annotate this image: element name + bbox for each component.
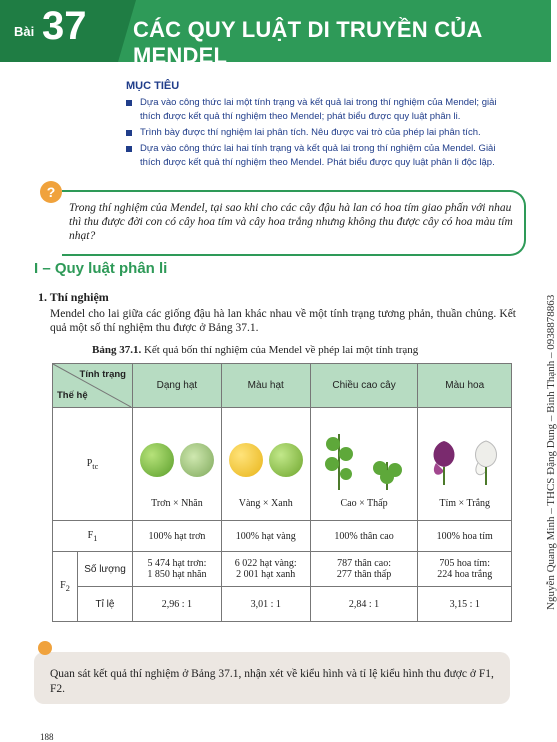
side-text: Nguyễn Quang Minh – THCS Đặng Dung – Bình Thạnh – 0938878863 [545, 294, 557, 610]
count-cell [310, 552, 418, 587]
count-b: 224 hoa trắng [437, 569, 493, 580]
f1-label: F [87, 529, 94, 541]
lesson-label: Bài [14, 24, 35, 39]
question-text: Trong thí nghiệm của Mendel, tại sao khi cho các cây đậu hà lan có hoa tím giao phấn với nhau thì thu được đời con có cây hoa tím và cây hoa trắng nhưng không thu được cây có hoa màu tím nhạt? [69, 202, 513, 242]
count-cell [133, 552, 222, 587]
corner-top-label: Tính trạng [79, 369, 126, 380]
purple-flower-image [426, 435, 462, 485]
table-caption [92, 344, 418, 356]
count-cell [221, 552, 310, 587]
observation-text: Quan sát kết quả thí nghiệm ở Bảng 37.1, nhận xét về kiểu hình và tỉ lệ kiểu hình thu được ở F1, F2. [50, 668, 494, 695]
column-header: Màu hoa [418, 364, 512, 408]
table-corner [53, 364, 133, 408]
section-title: I – Quy luật phân li [34, 260, 168, 277]
count-a: 5 474 hạt trơn: [147, 558, 207, 569]
ratio-cell: 2,84 : 1 [310, 587, 418, 622]
lesson-header [0, 0, 551, 68]
tall-plant-image [319, 430, 359, 490]
corner-bottom-label: Thế hệ [57, 390, 88, 401]
count-b: 1 850 hạt nhăn [147, 569, 207, 580]
wrinkled-pea-image [180, 443, 214, 477]
goal-item: Trình bày được thí nghiệm lai phân tích. Nêu được vai trò của phép lai phân tích. [126, 126, 516, 140]
lesson-title: CÁC QUY LUẬT DI TRUYỀN CỦA MENDEL [133, 17, 482, 68]
ptc-cell [221, 408, 310, 521]
ptc-cell [310, 408, 418, 521]
lesson-number: 37 [42, 4, 87, 48]
f2-label: F [60, 580, 66, 591]
f1-cell: 100% hạt vàng [221, 521, 310, 552]
intro-paragraph: Mendel cho lai giữa các giống đậu hà lan khác nhau về một tính trạng tương phản, thuần chủng. Kết quả một số thí nghiệm thu được ở Bảng 37.1. [50, 308, 516, 334]
column-header: Màu hạt [221, 364, 310, 408]
short-plant-image [365, 430, 409, 490]
green-pea-image [269, 443, 303, 477]
ratio-label: Tỉ lệ [78, 587, 133, 622]
f1-sub: 1 [93, 533, 98, 543]
count-cell [418, 552, 512, 587]
f1-cell: 100% hoa tím [418, 521, 512, 552]
ptc-cross: Cao × Thấp [340, 497, 388, 509]
column-header: Chiều cao cây [310, 364, 418, 408]
f2-label-cell [53, 552, 78, 622]
ptc-cell [133, 408, 222, 521]
count-a: 6 022 hạt vàng: [234, 558, 297, 569]
ratio-cell: 3,01 : 1 [221, 587, 310, 622]
count-a: 787 thân cao: [337, 558, 391, 569]
f2-sub: 2 [65, 584, 70, 593]
white-flower-image [468, 435, 504, 485]
count-label: Số lượng [78, 552, 133, 587]
ratio-cell: 3,15 : 1 [418, 587, 512, 622]
goals-block [126, 80, 516, 172]
hand-icon [38, 641, 52, 655]
subsection-title: 1. Thí nghiệm [38, 290, 109, 304]
caption-text: Kết quả bốn thí nghiệm của Mendel về phép lai một tính trạng [141, 344, 419, 356]
count-b: 277 thân thấp [336, 569, 392, 580]
yellow-pea-image [229, 443, 263, 477]
count-a: 705 hoa tím: [439, 558, 490, 569]
goals-heading: MỤC TIÊU [126, 80, 180, 92]
smooth-pea-image [140, 443, 174, 477]
f1-cell: 100% hạt trơn [133, 521, 222, 552]
column-header: Dạng hạt [133, 364, 222, 408]
f1-cell: 100% thân cao [310, 521, 418, 552]
goal-item: Dựa vào công thức lai hai tính trạng và kết quả lai trong thí nghiệm của Mendel. Giải thích được kết quả thí nghiệm theo Mendel. Phát biểu được quy luật phân li độc lập. [126, 142, 516, 170]
ptc-cross: Trơn × Nhăn [151, 497, 203, 509]
ratio-cell: 2,96 : 1 [133, 587, 222, 622]
results-table [52, 363, 512, 622]
ptc-cross: Tím × Trắng [439, 497, 491, 509]
ptc-label-cell [53, 408, 133, 521]
ptc-cell [418, 408, 512, 521]
side-watermark [531, 150, 557, 610]
count-b: 2 001 hạt xanh [236, 569, 296, 580]
ptc-label: P [86, 457, 93, 469]
goal-item: Dựa vào công thức lai một tính trạng và kết quả lai trong thí nghiệm của Mendel; giải thích được kết quả thí nghiệm theo Mendel; phát biểu được quy luật phân li. [126, 96, 516, 124]
page-number: 188 [40, 732, 54, 742]
ptc-sub: tc [92, 461, 99, 471]
ptc-cross: Vàng × Xanh [238, 497, 293, 509]
f1-label-cell [53, 521, 133, 552]
caption-label: Bảng 37.1. [92, 344, 142, 356]
question-icon: ? [40, 181, 62, 203]
